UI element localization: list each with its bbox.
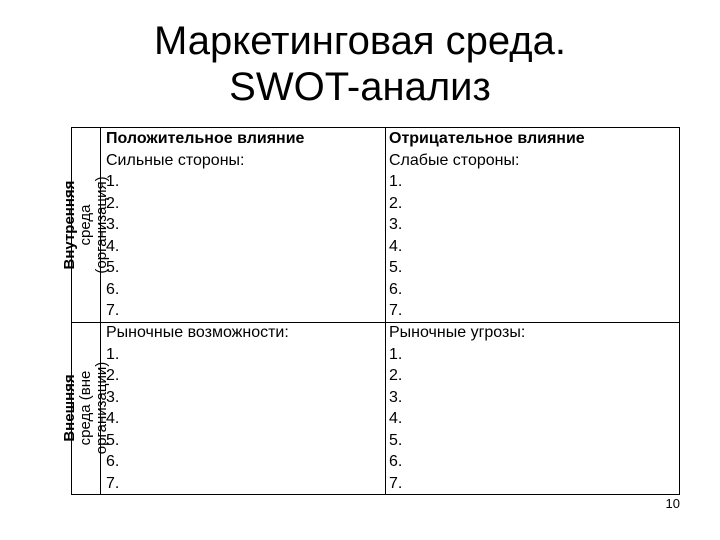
weaknesses-title: Слабые стороны: [389, 151, 520, 169]
slide-title-line2: SWOT-анализ [229, 65, 491, 109]
row-header-external-line2: среда (вне [77, 370, 94, 446]
page-number: 10 [665, 496, 680, 511]
row-header-external-line3: организации) [93, 361, 110, 455]
list-item: 5. [106, 431, 120, 449]
cell-weaknesses [389, 128, 585, 322]
strengths-title: Сильные стороны: [106, 151, 245, 169]
list-item: 1. [389, 345, 403, 363]
column-header-positive: Положительное влияние [106, 130, 305, 147]
cell-threats [389, 322, 525, 494]
cell-opportunities [106, 322, 289, 494]
list-item: 5. [389, 259, 403, 276]
list-item: 3. [389, 216, 403, 233]
slide-title [0, 18, 720, 110]
list-item: 3. [106, 216, 120, 233]
list-item: 2. [106, 194, 120, 212]
row-header-internal [61, 128, 110, 322]
list-item: 5. [106, 259, 120, 276]
list-item: 6. [389, 453, 403, 470]
cell-strengths [106, 128, 304, 322]
row-header-internal-line2: среда [77, 204, 94, 246]
row-header-external [61, 322, 110, 494]
threats-title: Рыночные угрозы: [389, 324, 526, 341]
list-item: 1. [106, 345, 120, 363]
list-item: 6. [106, 280, 120, 298]
list-item: 2. [389, 194, 403, 212]
opportunities-title: Рыночные возможности: [106, 324, 289, 341]
swot-table [61, 127, 680, 495]
list-item: 4. [389, 410, 403, 427]
column-divider [385, 128, 386, 494]
list-item: 3. [106, 388, 120, 406]
list-item: 7. [106, 474, 120, 492]
list-item: 6. [389, 280, 403, 298]
list-item: 1. [389, 173, 403, 190]
row-header-internal-line1: Внутренняя [61, 180, 78, 270]
list-item: 7. [389, 474, 403, 492]
list-item: 6. [106, 453, 120, 470]
row-header-internal-line3: (организация) [93, 176, 110, 274]
list-item: 4. [106, 237, 120, 255]
list-item: 2. [389, 367, 403, 384]
list-item: 1. [106, 173, 120, 190]
list-item: 3. [389, 388, 403, 406]
row-header-external-line1: Внешняя [61, 374, 78, 442]
list-item: 7. [389, 302, 403, 319]
list-item: 4. [106, 410, 120, 427]
list-item: 5. [389, 431, 403, 449]
list-item: 7. [106, 302, 120, 319]
column-header-negative: Отрицательное влияние [389, 130, 585, 147]
list-item: 2. [106, 367, 120, 384]
list-item: 4. [389, 237, 403, 255]
slide-title-line1: Маркетинговая среда. [154, 19, 566, 63]
